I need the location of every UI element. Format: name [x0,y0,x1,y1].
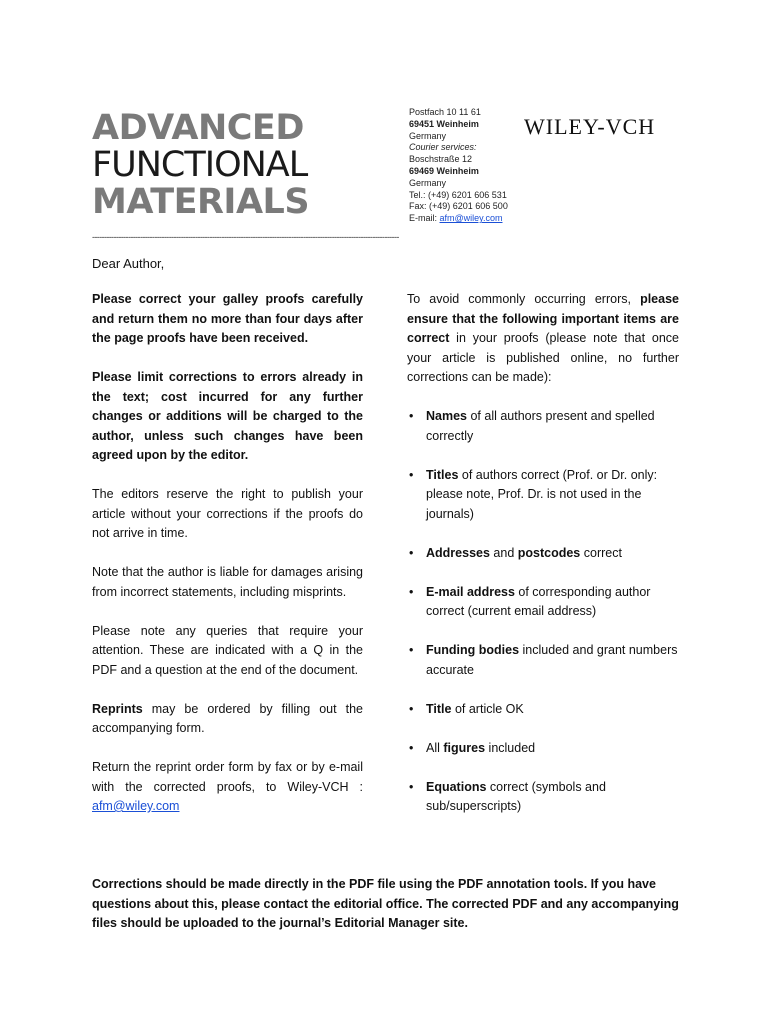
item-bold: E-mail address [426,584,515,599]
publisher-logo: WILEY-VCH [524,114,656,139]
bullet-icon: • [409,545,414,560]
item-bold: Equations [426,779,487,794]
item-bold: Names [426,409,467,423]
item-bold: postcodes [517,545,581,560]
reprints-paragraph [92,700,363,739]
bullet-icon: • [409,467,414,482]
intro-text: in your proofs (please note that once your article is published online, no further corrections can be made): [407,331,679,384]
intro-text: To avoid commonly occurring errors, [407,292,641,306]
checklist-item [407,407,679,446]
logo-line-1: ADVANCED [92,108,304,148]
return-paragraph [92,758,363,817]
address-line: Germany [409,130,447,141]
reprints-label: Reprints [92,701,143,716]
item-text: of authors correct (Prof. or Dr. only: please note, Prof. Dr. is not used in the journals) [426,467,658,521]
bullet-icon: • [409,701,414,716]
item-text: of article OK [451,701,524,716]
journal-logo [92,110,342,221]
checklist-item [407,466,679,525]
right-column [407,290,679,836]
checklist-item [407,641,679,680]
instruction-paragraph: Please correct your galley proofs carefully and return them no more than four days after the page proofs have been received. [92,292,363,345]
bullet-icon: • [409,584,414,599]
address-line: 69451 Weinheim [409,118,479,129]
instruction-paragraph: Please note any queries that require your attention. These are indicated with a Q in the PDF and a question at the end of the document. [92,623,363,677]
address-line: Courier services: [409,142,477,153]
bullet-icon: • [409,779,414,794]
footer-instructions: Corrections should be made directly in the PDF file using the PDF annotation tools. If you have questions about this, please contact the editorial office. The corrected PDF and any accompanying files should be uploaded to the journal’s Editorial Manager site. [92,877,679,930]
phone-line: Tel.: (+49) 6201 606 531 [409,189,507,200]
address-line: Germany [409,177,447,188]
address-line: Boschstraße 12 [409,154,473,165]
item-text: of all authors present and spelled correctly [426,409,655,443]
item-text: and [489,545,518,560]
bullet-icon: • [409,740,414,755]
email-link[interactable]: afm@wiley.com [439,213,503,224]
item-text: correct [580,545,622,560]
checklist-item [407,739,679,759]
reprints-text: may be ordered by filling out the accompanying form. [92,701,363,735]
fax-line: Fax: (+49) 6201 606 500 [409,201,508,212]
address-line: Postfach 10 11 61 [409,107,481,117]
checklist-intro [407,290,679,388]
item-text: of corresponding author correct (current email address) [426,584,651,618]
item-bold: Titles [426,467,459,482]
instruction-paragraph: The editors reserve the right to publish your article without your corrections if the proofs do not arrive in time. [92,487,363,540]
intro-emphasis: please ensure that the following important items are correct [407,292,679,345]
greeting: Dear Author, [92,256,165,271]
address-line: 69469 Weinheim [409,165,479,176]
email-line [409,213,508,225]
item-bold: Funding bodies [426,643,520,657]
checklist-item [407,778,679,817]
item-bold: Title [426,701,452,716]
instruction-paragraph: Note that the author is liable for damages arising from incorrect statements, including misprints. [92,565,363,599]
bullet-icon: • [409,643,414,657]
return-text: Return the reprint order form by fax or by e-mail with the corrected proofs, to Wiley-VCH : [92,760,363,794]
item-text: correct (symbols and sub/superscripts) [426,779,606,813]
item-text: included [485,740,536,755]
instruction-paragraph: Please limit corrections to errors already in the text; cost incurred for any further changes or additions will be charged to the author, unless such changes have been agreed upon by the editor. [92,370,363,462]
email-link[interactable]: afm@wiley.com [92,799,180,813]
left-column [92,290,363,836]
logo-line-3: MATERIALS [92,182,310,222]
item-bold: Addresses [426,545,490,560]
bullet-icon: • [409,409,414,423]
logo-line-2: FUNCTIONAL [92,145,308,185]
checklist-item [407,583,679,622]
email-label: E-mail: [409,213,440,224]
item-text: included and grant numbers accurate [426,643,678,677]
item-text: All [426,740,444,755]
postal-address [409,107,508,225]
divider-line: -------------------------------------------------------------------------------------------------------------------------------- [92,232,399,242]
item-bold: figures [443,740,486,755]
checklist [407,407,679,817]
checklist-item [407,700,679,720]
checklist-item [407,544,679,564]
